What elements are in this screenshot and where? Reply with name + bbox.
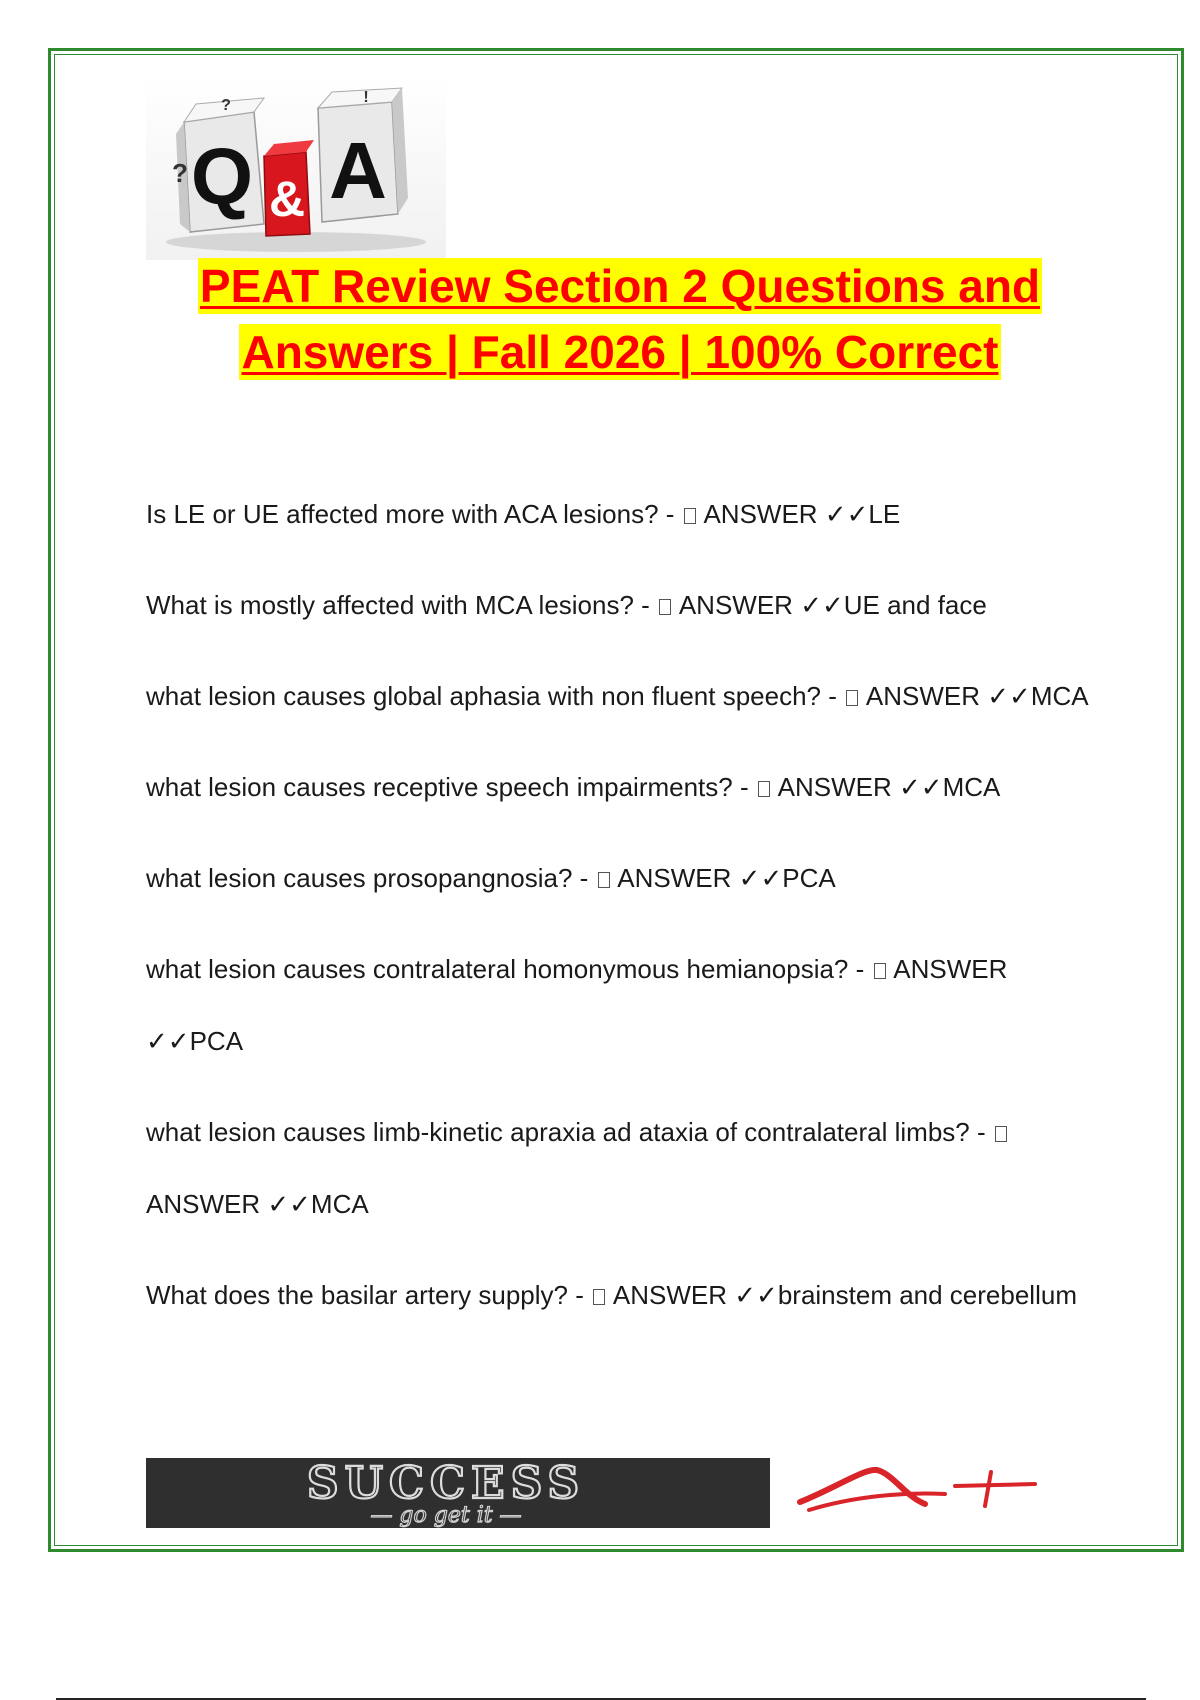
success-word: SUCCESS bbox=[306, 1458, 586, 1509]
answer-label: ANSWER bbox=[860, 681, 988, 711]
qa-item bbox=[146, 660, 1106, 732]
qa-item bbox=[146, 751, 1106, 823]
answer-label: ANSWER bbox=[146, 1189, 268, 1219]
qa-item bbox=[146, 1096, 1106, 1240]
a-die bbox=[318, 88, 408, 222]
title-line-2: Answers | Fall 2026 | 100% Correct bbox=[241, 326, 999, 378]
answer-arrow-icon bbox=[593, 1289, 605, 1305]
question-mark-top: ? bbox=[221, 97, 231, 114]
q-die bbox=[172, 97, 264, 232]
question-text: what lesion causes receptive speech impairments? - bbox=[146, 772, 756, 802]
ampersand-die bbox=[264, 140, 314, 236]
qa-item bbox=[146, 478, 1106, 550]
answer-text: ✓✓brainstem and cerebellum bbox=[734, 1280, 1077, 1310]
question-text: what lesion causes prosopangnosia? - bbox=[146, 863, 596, 893]
ampersand-letter: & bbox=[268, 171, 306, 227]
title-line-1: PEAT Review Section 2 Questions and bbox=[199, 260, 1041, 312]
question-mark-side: ? bbox=[172, 158, 188, 188]
answer-text: ✓✓MCA bbox=[987, 681, 1089, 711]
answer-arrow-icon bbox=[874, 963, 886, 979]
question-text: Is LE or UE affected more with ACA lesions? - bbox=[146, 499, 682, 529]
question-text: What is mostly affected with MCA lesions? - bbox=[146, 590, 658, 620]
answer-text: ✓✓UE and face bbox=[800, 590, 987, 620]
qa-item bbox=[146, 933, 1106, 1077]
document-title bbox=[150, 258, 1090, 390]
answer-arrow-icon bbox=[846, 690, 858, 706]
a-plus-grade-image bbox=[795, 1458, 1040, 1528]
question-text: What does the basilar artery supply? - bbox=[146, 1280, 592, 1310]
answer-arrow-icon bbox=[684, 508, 696, 524]
exclaim-mark-top: ! bbox=[363, 89, 369, 106]
question-text: what lesion causes limb-kinetic apraxia ad ataxia of contralateral limbs? - bbox=[146, 1117, 993, 1147]
answer-arrow-icon bbox=[659, 599, 671, 615]
answer-label: ANSWER bbox=[887, 954, 1008, 984]
qa-list bbox=[146, 478, 1106, 1350]
answer-label: ANSWER bbox=[607, 1280, 735, 1310]
answer-text: ✓✓PCA bbox=[738, 863, 836, 893]
question-text: what lesion causes contralateral homonymous hemianopsia? - bbox=[146, 954, 872, 984]
qa-dice-logo bbox=[146, 74, 446, 260]
success-chalkboard-image bbox=[146, 1458, 770, 1528]
answer-arrow-icon bbox=[995, 1126, 1007, 1142]
answer-text: ✓✓LE bbox=[824, 499, 901, 529]
answer-text: ✓✓PCA bbox=[146, 1026, 244, 1056]
answer-label: ANSWER bbox=[771, 772, 899, 802]
answer-text: ✓✓MCA bbox=[899, 772, 1001, 802]
question-text: what lesion causes global aphasia with non fluent speech? - bbox=[146, 681, 845, 711]
qa-item bbox=[146, 1259, 1106, 1331]
answer-label: ANSWER bbox=[611, 863, 739, 893]
answer-text: ✓✓MCA bbox=[267, 1189, 369, 1219]
answer-arrow-icon bbox=[758, 781, 770, 797]
q-letter: Q bbox=[190, 132, 254, 221]
answer-label: ANSWER bbox=[673, 590, 801, 620]
answer-label: ANSWER bbox=[697, 499, 825, 529]
a-letter: A bbox=[329, 126, 387, 215]
grade-text: A+ bbox=[915, 1523, 918, 1525]
success-subtext: — go get it — bbox=[370, 1503, 522, 1528]
qa-item bbox=[146, 842, 1106, 914]
qa-item bbox=[146, 569, 1106, 641]
answer-arrow-icon bbox=[598, 872, 610, 888]
